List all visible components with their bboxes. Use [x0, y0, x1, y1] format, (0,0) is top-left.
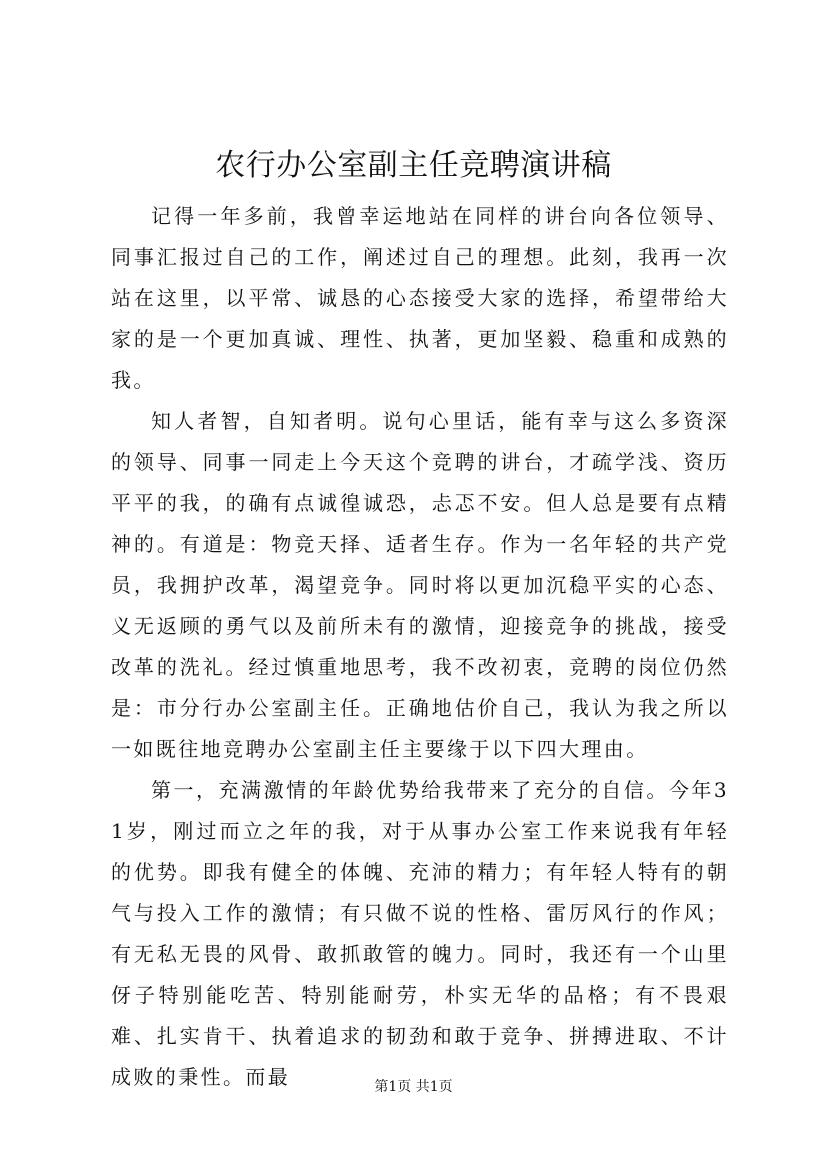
paragraph: 第一，充满激情的年龄优势给我带来了充分的自信。今年31岁，刚过而立之年的我，对于从事办公室工作来说我有年轻的优势。即我有健全的体魄、充沛的精力；有年轻人特有的朝气与投入工作的激情；有只做不说的性格、雷厉风行的作风；有无私无畏的风骨、敢抓敢管的魄力。同时，我还有一个山里伢子特别能吃苦、特别能耐劳，朴实无华的品格；有不畏艰难、扎实肯干、执着追求的韧劲和敢于竞争、拼搏进取、不计成败的秉性。而最	[111, 778, 729, 1089]
page-footer: 第1页 共1页	[374, 1079, 453, 1095]
paragraph: 知人者智，自知者明。说句心里话，能有幸与这么多资深的领导、同事一同走上今天这个竞聘的讲台，才疏学浅、资历平平的我，的确有点诚徨诚恐，忐忑不安。但人总是要有点精神的。有道是：物竞天择、适者生存。作为一名年轻的共产党员，我拥护改革，渴望竞争。同时将以更加沉稳平实的心态、义无返顾的勇气以及前所未有的激情，迎接竞争的挑战，接受改革的洗礼。经过慎重地思考，我不改初衷，竞聘的岗位仍然是：市分行办公室副主任。正确地估价自己，我认为我之所以一如既往地竞聘办公室副主任主要缘于以下四大理由。	[111, 409, 729, 761]
document-title: 农行办公室副主任竞聘演讲稿	[215, 148, 612, 183]
paragraph: 记得一年多前，我曾幸运地站在同样的讲台向各位领导、同事汇报过自己的工作，阐述过自己的理想。此刻，我再一次站在这里，以平常、诚恳的心态接受大家的选择，希望带给大家的是一个更加真诚、理性、执著，更加坚毅、稳重和成熟的我。	[111, 204, 729, 392]
document-body	[111, 196, 729, 1098]
